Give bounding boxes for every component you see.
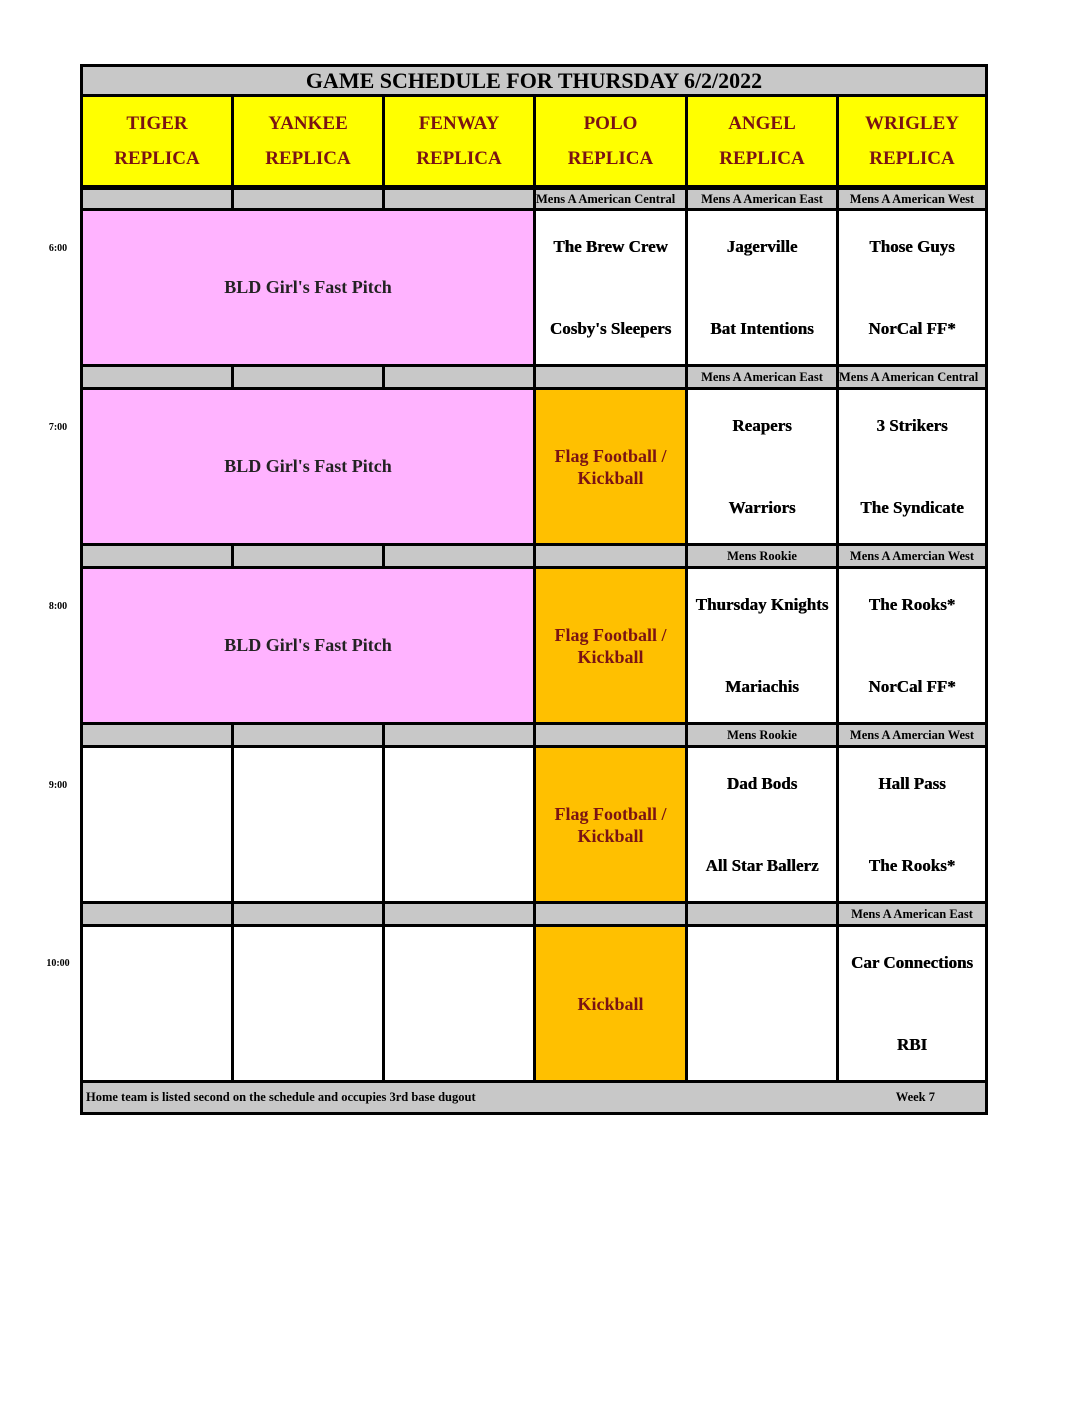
event-label: Flag Football / xyxy=(554,445,667,466)
empty-game-cell-fenway xyxy=(382,924,536,1083)
event-label: Kickball xyxy=(577,467,644,488)
game-cell-polo xyxy=(533,208,688,367)
field-header-wrigley xyxy=(836,94,988,188)
time-label-7: 7:00 xyxy=(48,422,68,433)
away-team: Hall Pass xyxy=(878,774,946,793)
away-team: Thursday Knights xyxy=(695,595,829,614)
division-label-wrigley: Mens A Amercian West xyxy=(836,722,988,748)
home-team: The Rooks* xyxy=(868,856,956,875)
game-cell-wrigley xyxy=(836,566,988,725)
home-team: RBI xyxy=(896,1035,928,1054)
schedule-sheet xyxy=(80,64,988,1115)
schedule-footer xyxy=(80,1080,988,1115)
home-team: NorCal FF* xyxy=(868,319,956,338)
division-label-angel: Mens Rookie xyxy=(685,722,839,748)
away-team: The Brew Crew xyxy=(553,237,668,256)
home-team: The Syndicate xyxy=(860,498,964,517)
fast-pitch-block: BLD Girl's Fast Pitch xyxy=(80,566,536,725)
field-sub: REPLICA xyxy=(869,148,955,169)
time-label-8: 8:00 xyxy=(48,601,68,612)
field-sub: REPLICA xyxy=(567,148,654,169)
event-cell-polo xyxy=(533,566,688,725)
away-team: Car Connections xyxy=(851,953,973,972)
empty-game-cell-fenway xyxy=(382,745,536,904)
field-name: FENWAY xyxy=(418,113,500,134)
division-label-wrigley: Mens A American West xyxy=(836,187,988,211)
empty-game-cell-tiger xyxy=(80,745,234,904)
event-label: Flag Football / xyxy=(554,803,667,824)
away-team: Jagerville xyxy=(726,237,798,256)
time-label-10: 10:00 xyxy=(46,958,70,969)
division-label-wrigley: Mens A American East xyxy=(836,901,988,927)
event-label: Kickball xyxy=(577,825,644,846)
game-cell-wrigley xyxy=(836,387,988,546)
home-team: Cosby's Sleepers xyxy=(549,319,672,338)
field-sub: REPLICA xyxy=(719,148,805,169)
game-cell-angel xyxy=(685,566,839,725)
away-team: Dad Bods xyxy=(726,774,798,793)
schedule-title: GAME SCHEDULE FOR THURSDAY 6/2/2022 xyxy=(80,64,988,97)
field-name: ANGEL xyxy=(728,113,796,134)
division-label-polo: Mens A American Central xyxy=(533,187,688,211)
game-cell-wrigley xyxy=(836,745,988,904)
division-label-angel: Mens A American East xyxy=(685,187,839,211)
event-label: Flag Football / xyxy=(554,624,667,645)
away-team: Reapers xyxy=(732,416,792,435)
away-team: The Rooks* xyxy=(868,595,956,614)
event-cell-polo xyxy=(533,745,688,904)
field-header-polo xyxy=(533,94,688,188)
field-sub: REPLICA xyxy=(416,148,502,169)
division-label-angel: Mens Rookie xyxy=(685,543,839,569)
game-cell-angel xyxy=(685,387,839,546)
away-team: 3 Strikers xyxy=(876,416,948,435)
fast-pitch-block: BLD Girl's Fast Pitch xyxy=(80,387,536,546)
fast-pitch-block: BLD Girl's Fast Pitch xyxy=(80,208,536,367)
home-team: Bat Intentions xyxy=(710,319,814,338)
home-team: NorCal FF* xyxy=(868,677,956,696)
home-team: Mariachis xyxy=(725,677,799,696)
field-name: WRIGLEY xyxy=(865,113,959,134)
field-header-yankee xyxy=(231,94,385,188)
division-label-wrigley: Mens A Amercian West xyxy=(836,543,988,569)
field-sub: REPLICA xyxy=(265,148,351,169)
division-label-wrigley: Mens A American Central xyxy=(836,364,988,390)
away-team: Those Guys xyxy=(869,237,955,256)
home-team: Warriors xyxy=(728,498,796,517)
time-label-6: 6:00 xyxy=(48,243,68,254)
division-label-angel: Mens A American East xyxy=(685,364,839,390)
week-label: Week 7 xyxy=(895,1090,935,1104)
time-label-9: 9:00 xyxy=(48,780,68,791)
footer-note: Home team is listed second on the schedule and occupies 3rd base dugout xyxy=(86,1090,476,1104)
field-header-tiger xyxy=(80,94,234,188)
game-cell-wrigley xyxy=(836,208,988,367)
empty-game-cell-yankee xyxy=(231,924,385,1083)
empty-game-cell-yankee xyxy=(231,745,385,904)
field-header-fenway xyxy=(382,94,536,188)
event-label: Kickball xyxy=(577,646,644,667)
game-cell-angel xyxy=(685,208,839,367)
game-cell-wrigley xyxy=(836,924,988,1083)
field-header-angel xyxy=(685,94,839,188)
field-sub: REPLICA xyxy=(114,148,200,169)
field-name: YANKEE xyxy=(268,113,348,134)
field-name: POLO xyxy=(583,113,638,134)
field-name: TIGER xyxy=(126,113,188,134)
event-cell-polo xyxy=(533,387,688,546)
home-team: All Star Ballerz xyxy=(705,856,819,875)
event-cell-polo xyxy=(533,924,688,1083)
event-label: Kickball xyxy=(577,993,644,1014)
empty-game-cell-tiger xyxy=(80,924,234,1083)
game-cell-angel xyxy=(685,745,839,904)
empty-game-cell-angel xyxy=(685,924,839,1083)
